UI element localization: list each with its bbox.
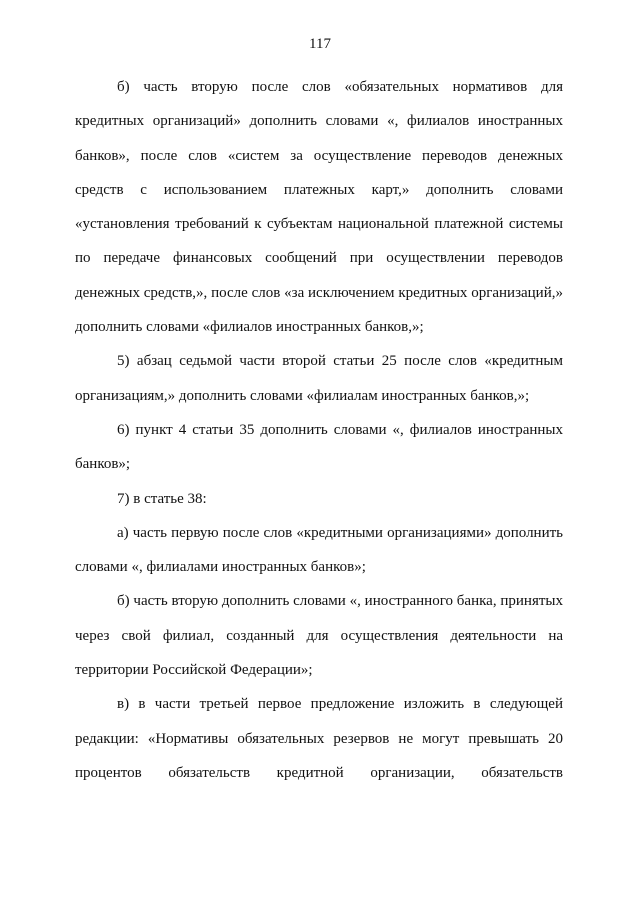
paragraph-b-part-two-addition: б) часть вторую дополнить словами «, иностранного банка, принятых через свой филиал, созданный для осуществления деятельности на территории Российской Федерации»;: [75, 593, 563, 679]
document-body: [75, 70, 563, 790]
paragraph-v-part-three: в) в части третьей первое предложение изложить в следующей редакции: «Нормативы обязательных резервов не могут превышать 20 процентов обязательств кредитной организации, обязательств: [75, 696, 563, 781]
page-number: 117: [309, 36, 331, 52]
paragraph-b-part-two: б) часть вторую после слов «обязательных нормативов для кредитных организаций» дополнить словами «, филиалов иностранных банков», после слов «систем за осуществление переводов денежных средств с использованием платежных карт,» дополнить словами «установления требований к субъектам национальной платежной системы по передаче финансовых сообщений при осуществлении переводов денежных средств,», после слов «за исключением кредитных организаций,» дополнить словами «филиалов иностранных банков,»;: [75, 79, 563, 336]
paragraph-item-6: 6) пункт 4 статьи 35 дополнить словами «, филиалов иностранных банков»;: [75, 421, 563, 473]
paragraph-item-7: 7) в статье 38:: [117, 490, 207, 507]
paragraph-item-5: 5) абзац седьмой части второй статьи 25 после слов «кредитным организациям,» дополнить словами «филиалам иностранных банков,»;: [75, 353, 563, 404]
paragraph-a-part-one: а) часть первую после слов «кредитными организациями» дополнить словами «, филиалами иностранных банков»;: [75, 524, 563, 576]
